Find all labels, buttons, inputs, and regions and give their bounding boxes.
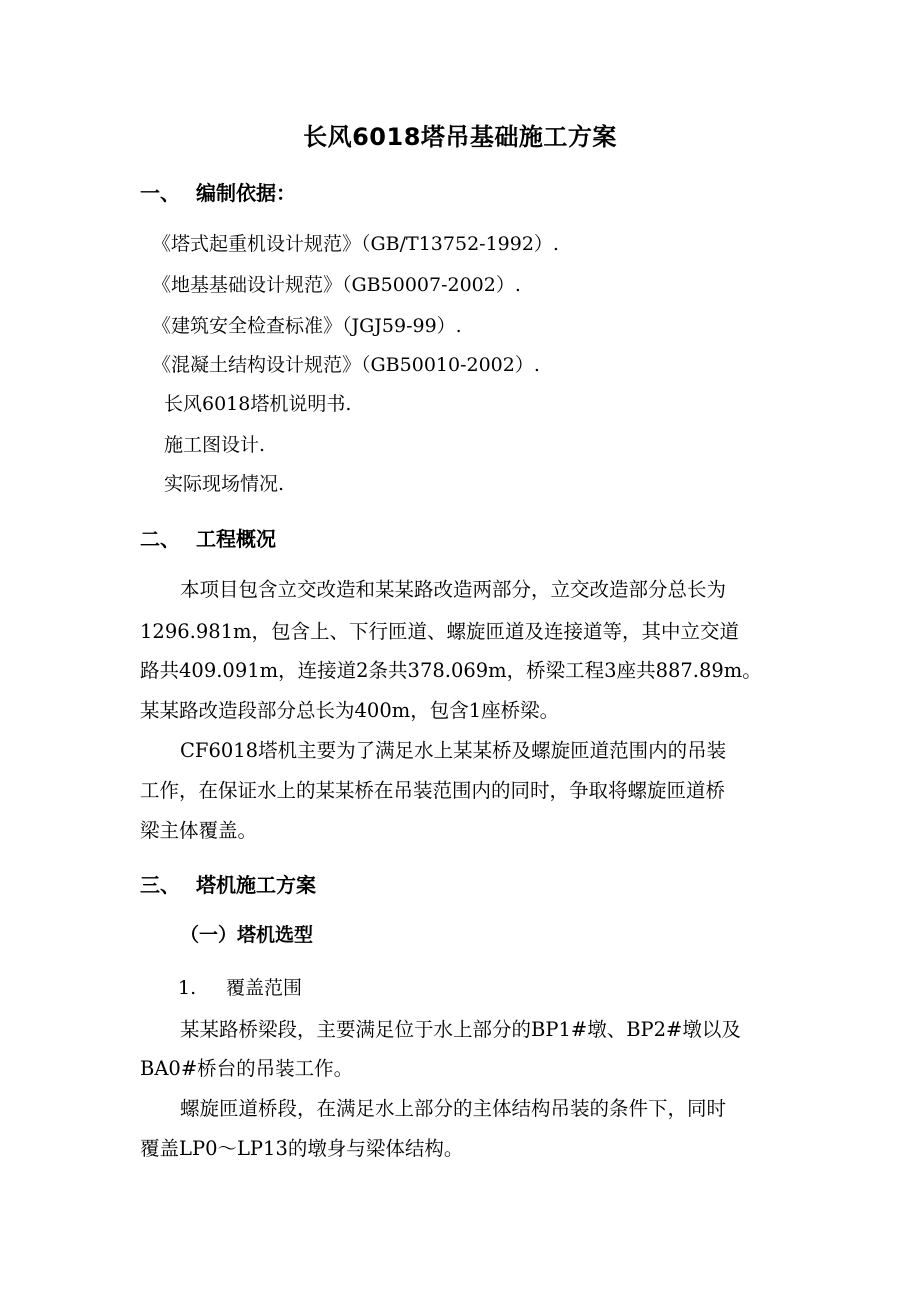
- section-title: 编制依据：: [196, 181, 296, 205]
- paragraph-line: 工作，在保证水上的某某桥在吊装范围内的同时，争取将螺旋匝道桥: [140, 779, 726, 802]
- reference-item: 长风6018塔机说明书.: [164, 393, 352, 415]
- paragraph-line: 梁主体覆盖。: [140, 819, 258, 842]
- section-number: 三、: [140, 873, 180, 897]
- paragraph-line: 某某路桥梁段，主要满足位于水上部分的BP1#墩、BP2#墩以及: [180, 1018, 741, 1041]
- item-label: 覆盖范围: [226, 977, 303, 999]
- section-title: 塔机施工方案: [196, 873, 316, 897]
- section-heading-1: [140, 177, 296, 206]
- reference-item: 《塔式起重机设计规范》（GB/T13752-1992）.: [152, 233, 559, 255]
- paragraph-line: CF6018塔机主要为了满足水上某某桥及螺旋匝道范围内的吊装: [180, 739, 727, 762]
- paragraph-line: 覆盖LP0～LP13的墩身与梁体结构。: [140, 1137, 464, 1160]
- reference-item: 施工图设计.: [164, 434, 266, 456]
- document-title: 长风6018塔吊基础施工方案: [303, 123, 617, 151]
- section-heading-3: [140, 869, 316, 898]
- paragraph-line: 螺旋匝道桥段，在满足水上部分的主体结构吊装的条件下，同时: [180, 1097, 727, 1120]
- section-number: 二、: [140, 527, 180, 551]
- reference-item: 《混凝土结构设计规范》（GB50010-2002）.: [152, 354, 540, 376]
- section-number: 一、: [140, 181, 180, 205]
- reference-item: 实际现场情况.: [164, 473, 285, 495]
- paragraph-line: 1296.981m，包含上、下行匝道、螺旋匝道及连接道等，其中立交道: [140, 620, 740, 643]
- numbered-item-heading: [178, 973, 302, 1000]
- reference-item: 《地基基础设计规范》（GB50007-2002）.: [152, 274, 521, 296]
- paragraph-line: 某某路改造段部分总长为400m，包含1座桥梁。: [140, 699, 560, 722]
- section-heading-2: [140, 523, 276, 552]
- reference-item: 《建筑安全检查标准》（JGJ59-99）.: [152, 315, 462, 337]
- section-title: 工程概况: [196, 527, 276, 551]
- subsection-heading: （一）塔机选型: [180, 924, 314, 946]
- paragraph-line: 路共409.091m，连接道2条共378.069m，桥梁工程3座共887.89m。: [140, 659, 762, 682]
- item-number: 1.: [178, 977, 197, 999]
- paragraph-line: 本项目包含立交改造和某某路改造两部分，立交改造部分总长为: [180, 578, 727, 601]
- paragraph-line: BA0#桥台的吊装工作。: [140, 1057, 354, 1080]
